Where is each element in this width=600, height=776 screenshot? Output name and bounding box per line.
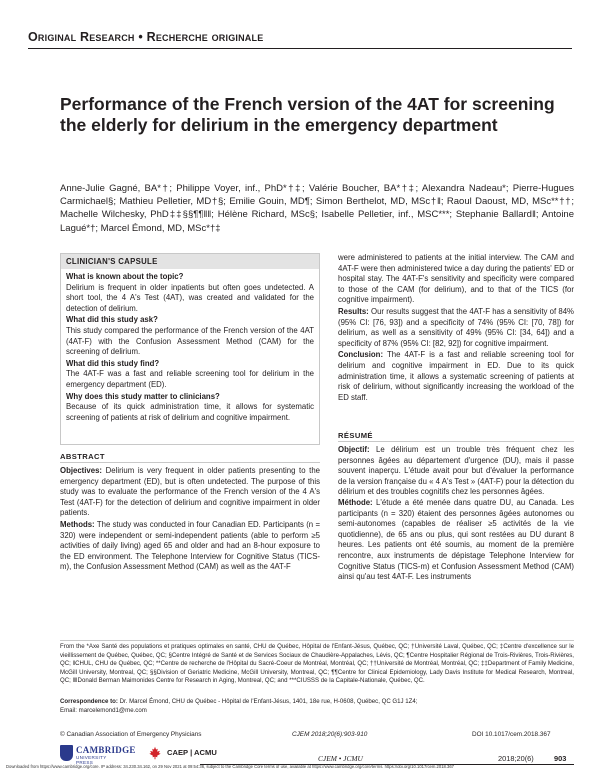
conclusion-label: Conclusion: xyxy=(338,350,384,360)
objectives-label: Objectives: xyxy=(60,466,103,475)
capsule-answer: This study compared the performance of the French version of the 4AT (4AT-F) with the Confusion Assessment Method (CAM) for the screening of delirium. xyxy=(66,325,314,357)
resume-objectif xyxy=(338,445,574,498)
cambridge-logo xyxy=(60,744,136,765)
resume-column xyxy=(338,445,574,583)
capsule-answer: Because of its quick administration time, it allows for systematic screening of patients at risk of delirium and cognitive impairment. xyxy=(66,402,314,422)
correspondence-address: Dr. Marcel Émond, CHU de Québec - Hôpital de l'Enfant-Jésus, 1401, 18e rue, H-0608, Québec, QC G1J 1Z4; xyxy=(119,698,418,705)
cambridge-shield-icon xyxy=(60,745,73,761)
section-label-en: Original Research xyxy=(28,30,135,44)
abstract-divider xyxy=(60,462,320,463)
methods-continued: were administered to patients at the initial interview. The CAM and 4AT-F were then administered twice a day during the patients' ED or hospital stay. The 4AT-F's sensitivity and specificity were compared to those of the CAM (for delirium), and to that of the TICS (for cognitive impairment). xyxy=(338,253,574,305)
download-notice: Downloaded from https://www.cambridge.org/core. IP address: 34.230.34.162, on 29 Nov 2021 at 09:54:36, subject to the Cambridge Core terms of use, available at https://www.cambridge.org/core/terms. https://doi.org/10.1017/cem.2018.367 xyxy=(6,764,455,769)
objectives-text: Delirium is very frequent in older patients presenting to the emergency department (ED), but is often undetected. The purpose of this study was to evaluate the performance of the French version of the 4 A's Test (4AT-F) for the detection of delirium and cognitive impairment in older patients. xyxy=(60,466,320,518)
abstract-conclusion xyxy=(338,350,574,403)
methode-label: Méthode: xyxy=(338,497,373,507)
methode-text: L'étude a été menée dans quatre DU, au Canada. Les participants (n = 320) étaient des personnes âgées autonomes ou semi-autonomes (capables de réaliser ≥5 activités de la vie quotidienne), de 65 ans ou plus, qui sont restées au DU durant 8 heures. Les patients ont été soumis, au moment de la première rencontre, aux instruments de dépistage Telephone Interview for Cognitive Status (TICS-m) et Confusion Assessment Method (CAM) ainsi qu'au test 4AT-F. Les instruments xyxy=(338,497,574,582)
abstract-results xyxy=(338,307,574,349)
resume-divider xyxy=(338,441,574,442)
abstract-right-column xyxy=(338,253,574,404)
section-separator: • xyxy=(138,30,143,44)
copyright-notice: © Canadian Association of Emergency Physicians xyxy=(60,731,202,738)
header-divider xyxy=(28,48,572,49)
cambridge-logo-text: CAMBRIDGE xyxy=(76,745,136,755)
results-text: Our results suggest that the 4AT-F has a sensitivity of 84% (95% CI: [76, 93]) and a specificity of 74% (95% CI: [70, 78]) for delirium, as well as a sensitivity of 49% (95% CI: [34, 64]) and a specificity of 87% (95% CI: [82, 92]) for cognitive impairment. xyxy=(338,306,574,348)
capsule-heading: CLINICIAN'S CAPSULE xyxy=(61,254,319,269)
correspondence-label: Correspondence to: xyxy=(60,698,118,705)
page-number: 903 xyxy=(554,754,567,763)
results-label: Results: xyxy=(338,306,369,316)
section-label-fr: Recherche originale xyxy=(146,30,264,44)
methods-text: The study was conducted in four Canadian ED. Participants (n = 320) were independent or semi-independent patients (able to perform ≥5 activities of daily living) aged 65 and older and had an 8-hour exposure to the ED environment. The Telephone Interview for Cognitive Status (TICS-m), the Confusion Assessment Method (CAM) as well as the 4AT-F xyxy=(60,519,321,572)
correspondence-email[interactable]: Email: marcelemond1@me.com xyxy=(60,706,147,714)
capsule-question: What is known about the topic? xyxy=(66,272,184,281)
abstract-objectives xyxy=(60,466,320,519)
journal-name: CJEM • JCMU xyxy=(318,754,363,763)
objectif-text: Le délirium est un trouble très fréquent chez les personnes âgées au département d'urgence (DU), mais il passe souvent inaperçu. L'étude avait pour but d'évaluer la performance de la version française du « 4 A's Test » (4AT-F) pour la détection du délirium et des troubles cognitifs chez les personnes âgées. xyxy=(338,445,574,497)
capsule-answer: Delirium is frequent in older inpatients but often goes undetected. A short tool, the 4 A's Test (4AT), was created and validated for the detection of delirium. xyxy=(66,282,314,313)
footnote-divider xyxy=(60,640,574,641)
article-title: Performance of the French version of the 4AT for screening the elderly for delirium in the emergency department xyxy=(60,94,555,135)
caep-logo-text: CAEP | ACMU xyxy=(167,748,217,757)
affiliations-footnote: From the *Axe Santé des populations et pratiques optimales en santé, CHU de Québec, Hôpital de l'Enfant-Jésus, Québec, QC; †Université Laval, Québec, QC; ‡Centre d'excellence sur le vieillissement de Québec, Québec, QC; §Centre Intégré de Santé et de Services Sociaux de Chaudière-Appalaches, Lévis, QC; ¶Centre Hospitalier Régional de Trois-Rivières, Trois-Rivières, QC; ‖CHUL, CHU de Québec, QC; **Centre de recherche de l'Hôpital du Sacré-Coeur de Montréal, Montréal, QC; ††Université de Montréal, Montréal, QC; ‡‡Department of Family Medicine, McGill University, Montreal, QC; §§Division of Geriatric Medicine, McGill University, Montreal, QC; ¶¶Centre for Clinical Epidemiology, Lady Davis Institute for Medical Research, Montreal, QC; ‖‖Donald Berman Maimonides Centre for Research in Aging, Montreal, QC; and ***CIUSSS de la Capitale-Nationale, Québec, QC. xyxy=(60,643,574,685)
conclusion-text: The 4AT-F is a fast and reliable screening tool for delirium and cognitive impairment in ED. Due to its quick administration time, it allows a systematic screening of patients at risk of delirium, without significantly increasing the workload of the ED staff. xyxy=(338,350,574,402)
abstract-left-column xyxy=(60,466,320,574)
capsule-body xyxy=(61,269,319,423)
maple-leaf-icon xyxy=(148,746,162,760)
abstract-methods xyxy=(60,520,320,573)
capsule-question: What did this study find? xyxy=(66,358,160,368)
issue-number: 2018;20(6) xyxy=(498,754,534,763)
objectif-label: Objectif: xyxy=(338,445,370,454)
capsule-question: What did this study ask? xyxy=(66,315,158,325)
methods-label: Methods: xyxy=(60,519,95,529)
cambridge-logo-subtext: UNIVERSITY PRESS xyxy=(76,755,107,765)
abstract-heading: ABSTRACT xyxy=(60,452,105,461)
clinicians-capsule xyxy=(60,253,320,445)
correspondence-block xyxy=(60,698,574,715)
capsule-answer: The 4AT-F was a fast and reliable screening tool for delirium in the emergency department (ED). xyxy=(66,369,314,389)
resume-methode xyxy=(338,498,574,583)
section-header xyxy=(28,30,572,44)
author-list: Anne-Julie Gagné, BA*†; Philippe Voyer, inf., PhD*†‡; Valérie Boucher, BA*†‡; Alexandra Nadeau*; Pierre-Hugues Carmichael§; Mathieu Pelletier, MD†§; Emilie Gouin, MD¶; Simon Berthelot, MD, MSc†‖; Raoul Daoust, MD, MSc**††; Machelle Wilchesky, PhD‡‡§§¶¶‖‖; Hélène Richard, MSc§; Isabelle Pelletier, inf., MSC***; Stephanie Ballard‖; Antoine Lagué*†; Marcel Émond, MD, MSc*†‡ xyxy=(60,183,574,234)
citation-line: CJEM 2018;20(6):903-910 xyxy=(292,731,368,738)
doi-line[interactable]: DOI 10.1017/cem.2018.367 xyxy=(472,731,551,738)
capsule-question: Why does this study matter to clinicians? xyxy=(66,391,220,401)
resume-heading: RÉSUMÉ xyxy=(338,431,373,440)
